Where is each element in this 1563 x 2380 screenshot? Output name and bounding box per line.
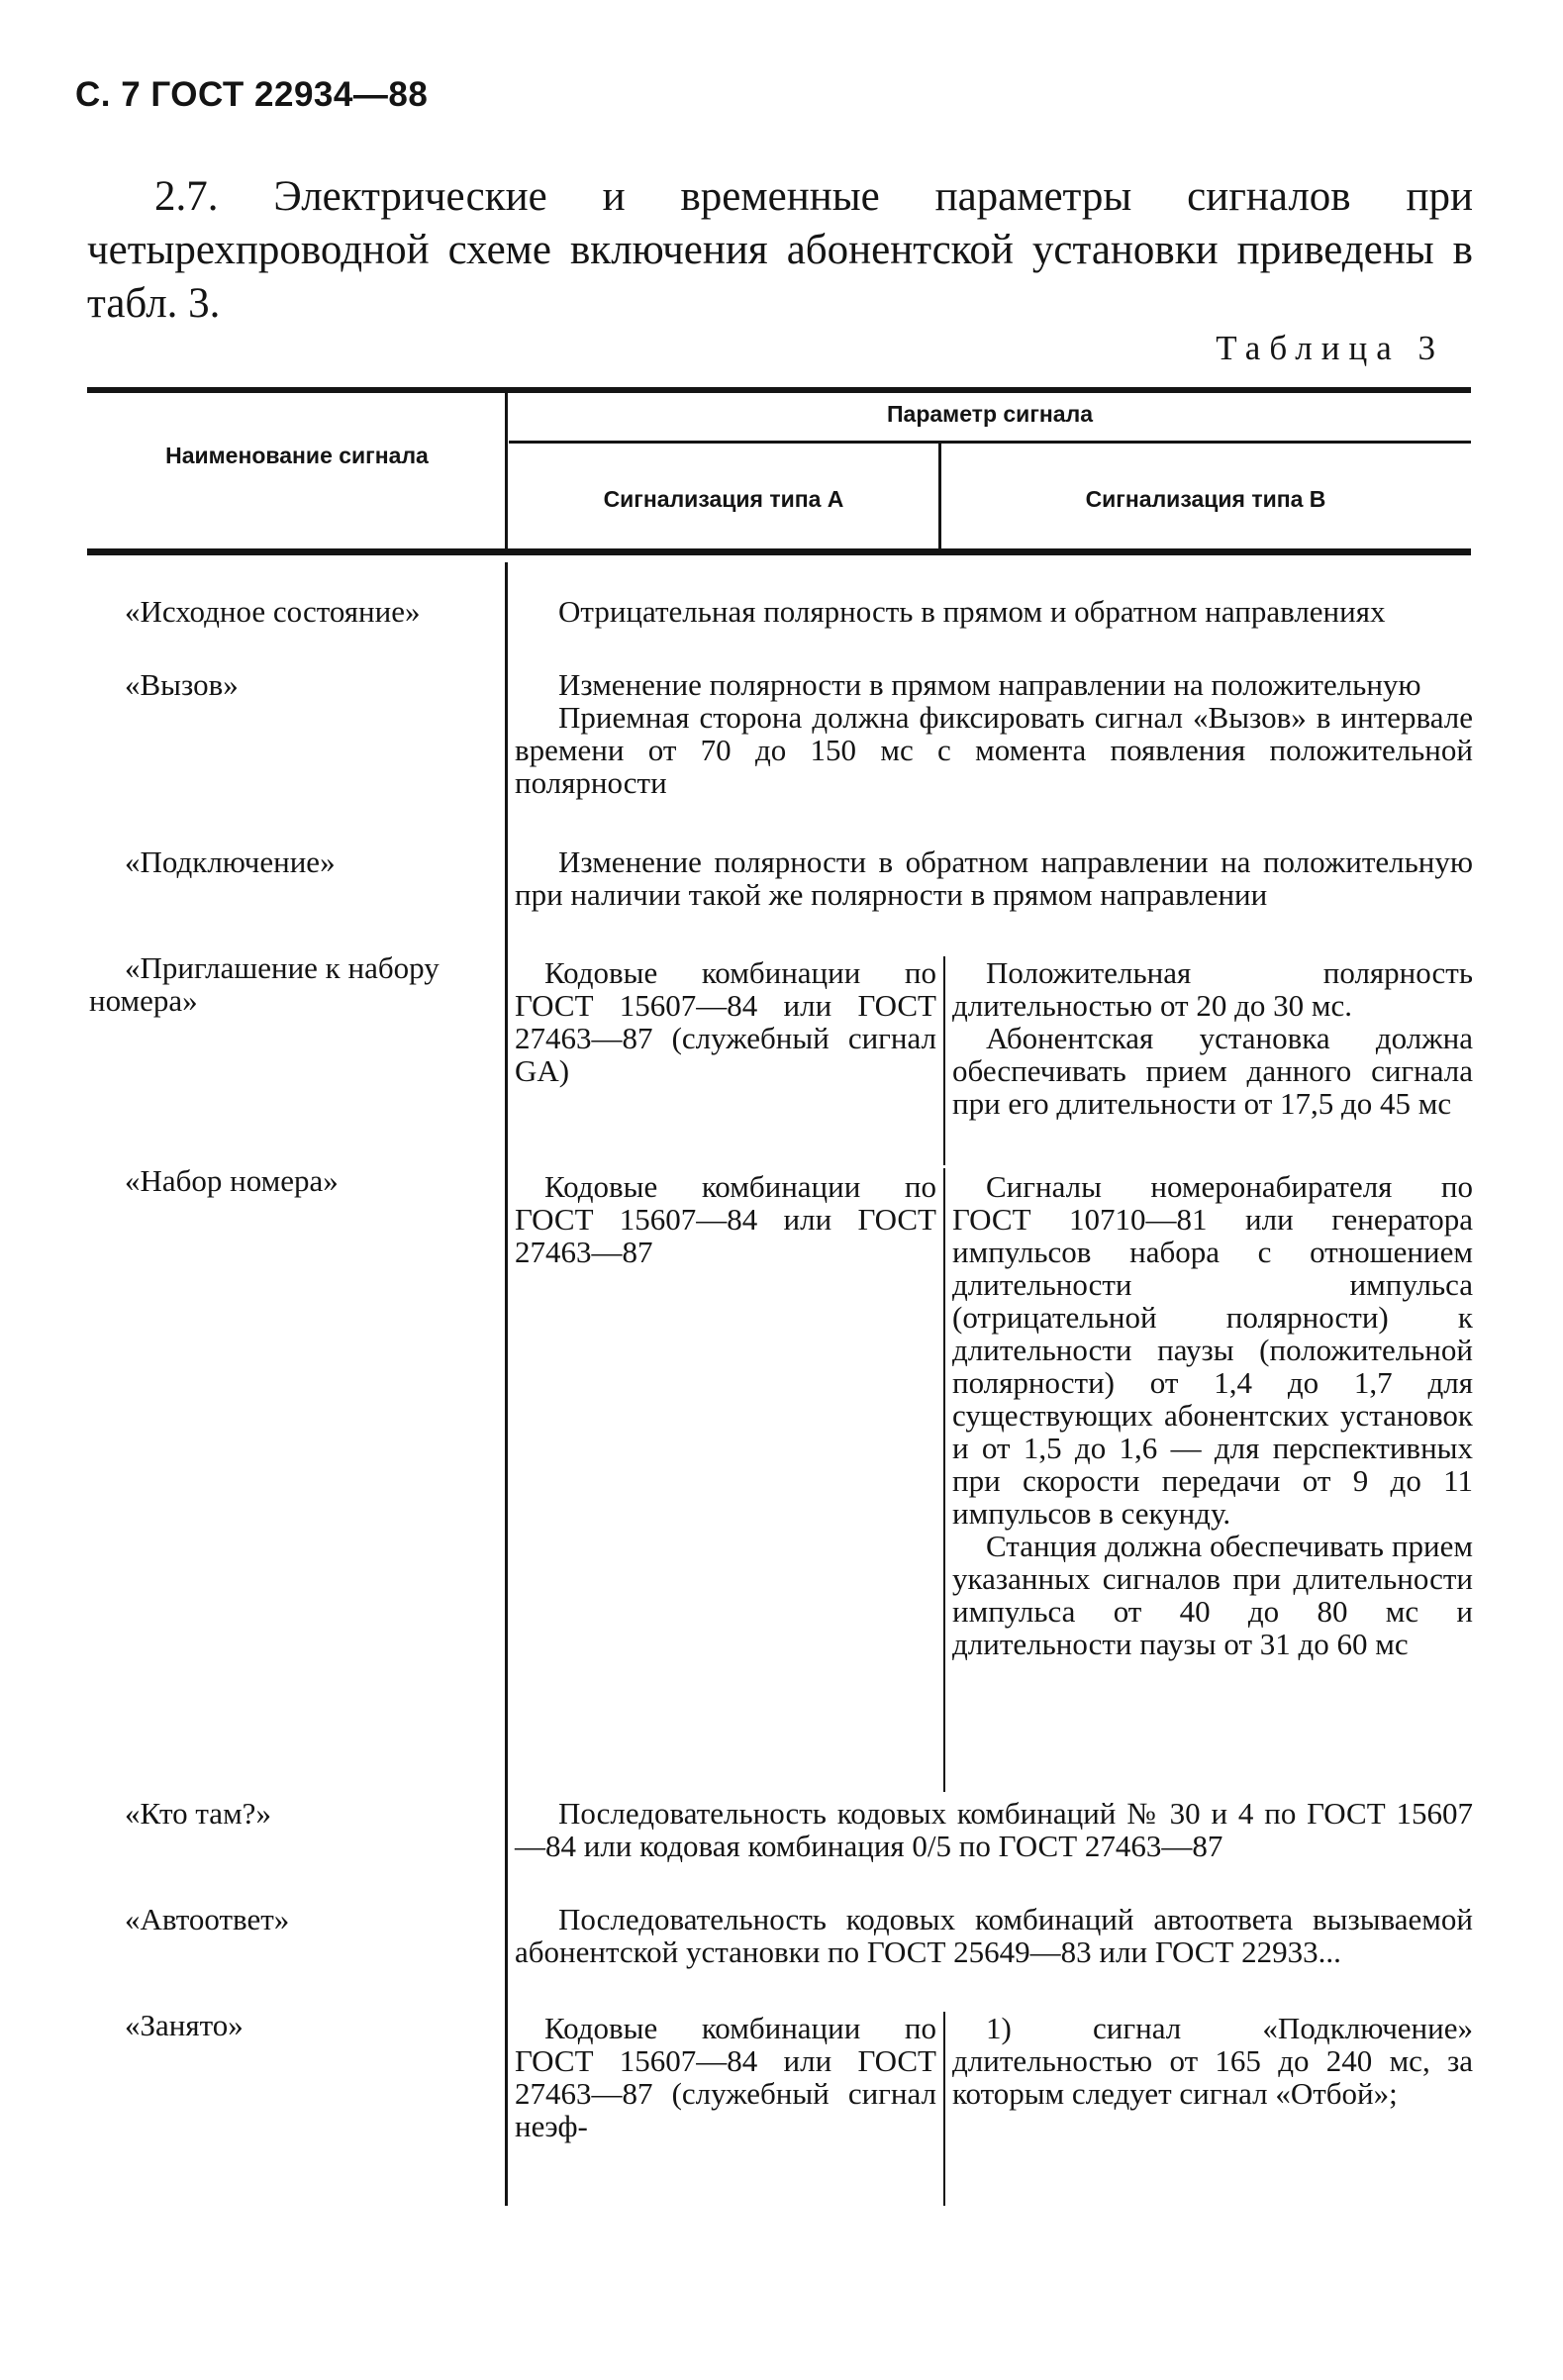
row-type-b-dial: Сигналы номеронабирателя по ГОСТ 10710—81 или генератора импульсов набора с отношением длительности импульса (отрицательной полярности) к длительности паузы (положительной полярности) от 1,4 до 1,7 для существующих абонентских установок и от 1,5 до 1,6 — для перспективных при скорости передачи от 9 до 11 импульсов в секунду. Станция должна обеспечивать прием указанных сигналов при длительности импульса от 40 до 80 мс и длительности паузы от 31 до 60 мс xyxy=(952,1169,1473,1661)
row-type-a-busy: Кодовые комбинации по ГОСТ 15607—84 или ГОСТ 27463—87 (служебный сигнал неэф- xyxy=(515,2011,936,2143)
intro-paragraph: 2.7. Электрические и временные параметры сигналов при четырехпроводной схеме включения абонентской установки приведены в табл. 3. xyxy=(87,173,1473,327)
row-value-initial: Отрицательная полярность в прямом и обратном направлениях xyxy=(558,594,1386,629)
table-split-invite xyxy=(943,956,945,1165)
row-name-connect: «Подключение» xyxy=(125,844,336,879)
row-name-invite: «Приглашение к набору номера» xyxy=(89,950,440,1018)
table-caption: Таблица 3 xyxy=(1216,329,1444,367)
row-value-auto: Последовательность кодовых комбинаций автоответа вызываемой абонентской установки по ГОСТ 25649—83 или ГОСТ 22933... xyxy=(515,1902,1473,1969)
row-name-call: «Вызов» xyxy=(125,667,239,702)
row-name-dial: «Набор номера» xyxy=(125,1163,339,1198)
row-type-b-busy: 1) сигнал «Подключение» длительностью от 165 до 240 мс, за которым следует сигнал «Отбой»; xyxy=(952,2011,1473,2111)
column-header-param-group: Параметр сигнала xyxy=(887,401,1093,427)
row-name-who: «Кто там?» xyxy=(125,1796,271,1831)
column-header-type-b: Сигнализация типа В xyxy=(1085,486,1326,512)
row-type-a-dial: Кодовые комбинации по ГОСТ 15607—84 или ГОСТ 27463—87 xyxy=(515,1169,936,1269)
table-top-rule xyxy=(87,387,1471,393)
table-header-mid-rule xyxy=(509,441,1471,444)
row-name-auto: «Автоответ» xyxy=(125,1902,290,1936)
row-name-initial: «Исходное состояние» xyxy=(125,594,421,629)
table-body-divider xyxy=(505,562,508,2206)
table-header-bottom-rule xyxy=(87,548,1471,555)
row-value-who: Последовательность кодовых комбинаций № 30 и 4 по ГОСТ 15607—84 или кодовая комбинация 0/5 по ГОСТ 27463—87 xyxy=(515,1796,1473,1863)
column-header-type-a: Сигнализация типа А xyxy=(603,486,844,512)
table-split-dial xyxy=(943,1168,945,1792)
row-name-busy: «Занято» xyxy=(125,2008,244,2042)
row-value-connect: Изменение полярности в обратном направлении на положительную при наличии такой же полярности в прямом направлении xyxy=(515,844,1473,912)
row-type-a-invite: Кодовые комбинации по ГОСТ 15607—84 или ГОСТ 27463—87 (служебный сигнал GA) xyxy=(515,955,936,1088)
row-value-call: Изменение полярности в прямом направлении на положительную Приемная сторона должна фиксировать сигнал «Вызов» в интервале времени от 70 до 150 мс с момента появления положительной полярности xyxy=(515,667,1473,800)
row-type-b-invite: Положительная полярность длительностью от 20 до 30 мс. Абонентская установка должна обеспечивать прием данного сигнала при его длительности от 17,5 до 45 мс xyxy=(952,955,1473,1121)
column-header-name: Наименование сигнала xyxy=(165,443,429,468)
page-header: С. 7 ГОСТ 22934—88 xyxy=(75,75,429,114)
table-split-busy xyxy=(943,2012,945,2206)
table-header-divider xyxy=(505,393,508,548)
